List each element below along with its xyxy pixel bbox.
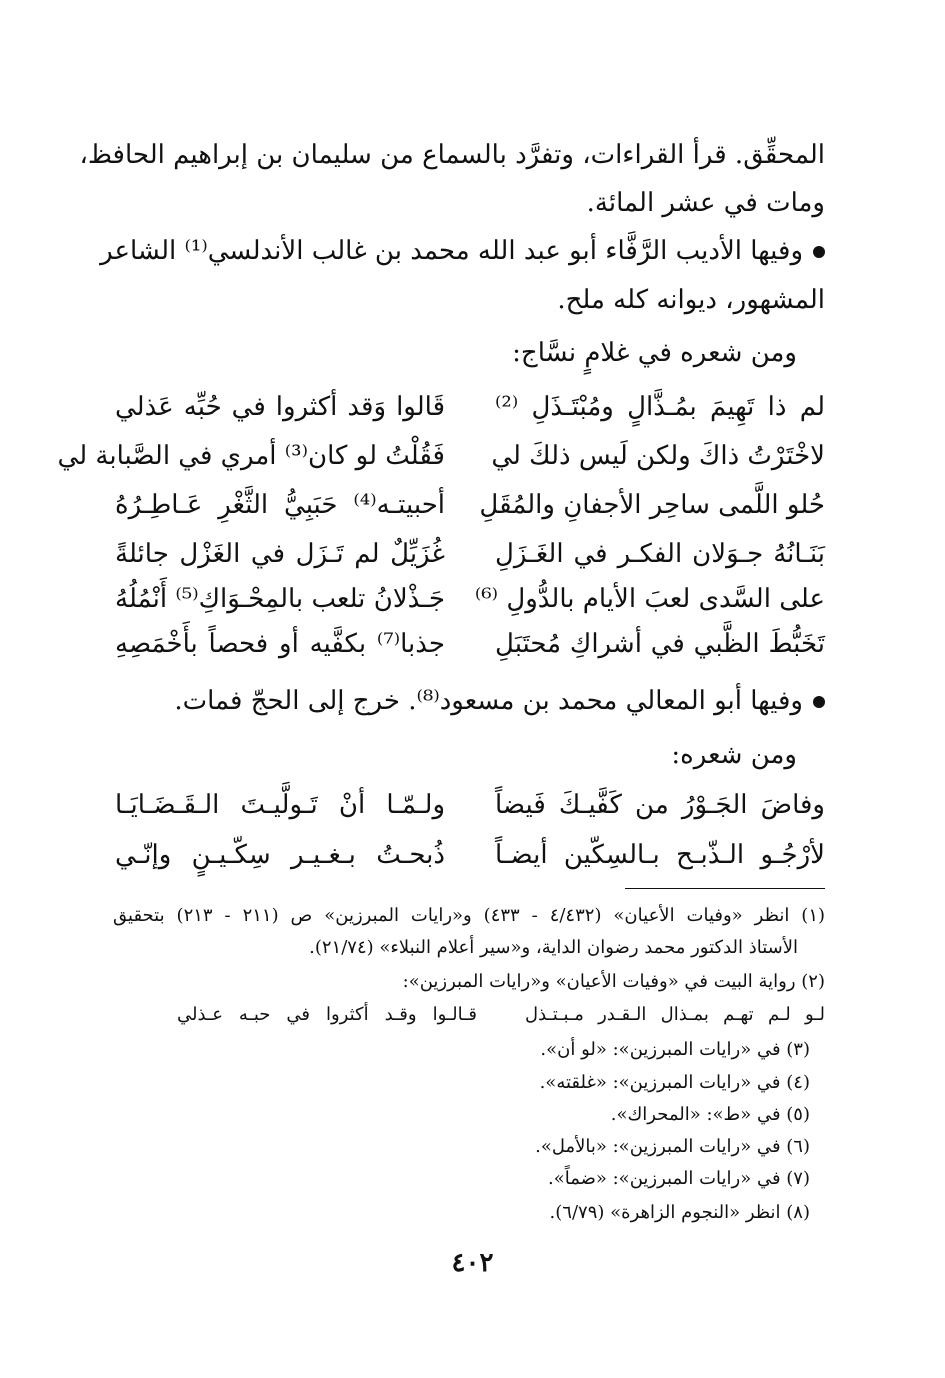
footnote-6: (٦) في «رايات المبرزين»: «بالأمل». [535, 1136, 810, 1157]
verse-2-second-hemistich: لاخْتَرْتُ ذاكَ ولكن لَيس ذلكَ لي [491, 441, 825, 471]
verse-2-first-hemistich: فَقُلْتُ لو كان⁽³⁾ أمري في الصَّبابة لي [57, 441, 445, 471]
entry-abu-almaali [113, 686, 825, 717]
bullet-icon [813, 696, 825, 708]
verse-6-second-hemistich: تَخَبُّطَ الظَّبي في أشراكِ مُحتَبَلِ [495, 629, 825, 659]
footnote-2-verse-first-hemistich: قـالـوا وقـد أكثروا في حبـه عـذلي [177, 1004, 477, 1025]
verse-2-first-hemistich: ذُبحـتُ بـغـيـر سِكّـيـنٍ وإنّـي [115, 840, 445, 870]
verse-3-first-hemistich: أحبيتـه⁽⁴⁾ حَبَبِيُّ الثَّغْرِ عَـاطِـرُهُ [115, 490, 445, 520]
footnote-1-line-1: (١) انظر «وفيات الأعيان» (٤/٤٣٢ - ٤٣٣) و«رايات المبرزين» ص (٢١١ - ٢١٣) بتحقيق [113, 905, 826, 926]
verse-4-second-hemistich: بَنَـانُهُ جـوَلان الفكـر في الغَـزَلِ [495, 539, 825, 569]
footnote-2: (٢) رواية البيت في «وفيات الأعيان» و«رايات المبرزين»: [402, 971, 825, 992]
verse-5-first-hemistich: جَـذْلانُ تلعب بالمِحْـوَاكِ⁽⁵⁾ أَنْمُلُهُ [115, 584, 445, 614]
entry-rafaa-line-2: المشهور، ديوانه كله ملح. [557, 285, 825, 315]
footnote-3: (٣) في «رايات المبرزين»: «لو أن». [540, 1039, 810, 1060]
verse-1-second-hemistich: وفاضَ الجَـوْرُ من كَفَّيـكَ فَيضاً [495, 790, 825, 820]
verse-6-first-hemistich: جذبا⁽⁷⁾ بكفَّيه أو فحصاً بأَخْمَصِهِ [115, 629, 445, 659]
entry-rafaa-text: وفيها الأديب الرَّفَّاء أبو عبد الله محمد بن غالب الأندلسي⁽¹⁾ الشاعر [100, 236, 803, 266]
footnote-4: (٤) في «رايات المبرزين»: «غلقته». [539, 1072, 810, 1093]
verse-2-second-hemistich: لأرْجُـو الـذّبـح بـالسِكّين أيضـاً [495, 840, 825, 870]
verse-4-first-hemistich: غُزَيِّلٌ لم تَـزَل في الغَزْل جائلةً [115, 539, 445, 569]
entry-rafaa-line-1 [100, 236, 825, 267]
footnote-1-line-2: الأستاذ الدكتور محمد رضوان الداية، و«سير أعلام النبلاء» (٢١/٧٤). [309, 937, 798, 958]
verse-1-first-hemistich: ولـمّـا أنْ تَـولَّيـتَ الـقَـضَـايَـا [115, 790, 445, 820]
footnote-8: (٨) انظر «النجوم الزاهرة» (٦/٧٩). [549, 1202, 810, 1223]
entry-abu-almaali-text: وفيها أبو المعالي محمد بن مسعود⁽⁸⁾. خرج إلى الحجّ فمات. [174, 686, 803, 716]
page-number: ٤٠٢ [451, 1248, 494, 1278]
verse-3-second-hemistich: حُلو اللَّمى ساحِر الأجفانِ والمُقَلِ [479, 490, 825, 520]
footnote-separator [625, 888, 825, 889]
poem-1-intro: ومن شعره في غلامٍ نسَّاج: [512, 338, 797, 368]
verse-5-second-hemistich: على السَّدى لعبَ الأيام بالدُّولِ ⁽⁶⁾ [474, 584, 825, 614]
body-line-2: ومات في عشر المائة. [586, 188, 825, 218]
footnote-2-verse-second-hemistich: لـو لـم تهـم بمـذال الـقـدر مـبـتـذل [525, 1004, 825, 1025]
body-line-1: المحقِّق. قرأ القراءات، وتفرَّد بالسماع من سليمان بن إبراهيم الحافظ، [79, 140, 825, 170]
verse-1-first-hemistich: قَالوا وَقد أكثروا في حُبِّه عَذلي [115, 392, 445, 422]
poem-2-intro: ومن شعره: [671, 740, 797, 770]
bullet-icon [813, 246, 825, 258]
footnote-7: (٧) في «رايات المبرزين»: «ضماً». [547, 1168, 810, 1189]
verse-1-second-hemistich: لم ذا تَهِيمَ بمُـذَّالٍ ومُبْتَـذَلِ ⁽²⁾ [495, 392, 825, 422]
footnote-5: (٥) في «ط»: «المحراك». [610, 1104, 810, 1125]
